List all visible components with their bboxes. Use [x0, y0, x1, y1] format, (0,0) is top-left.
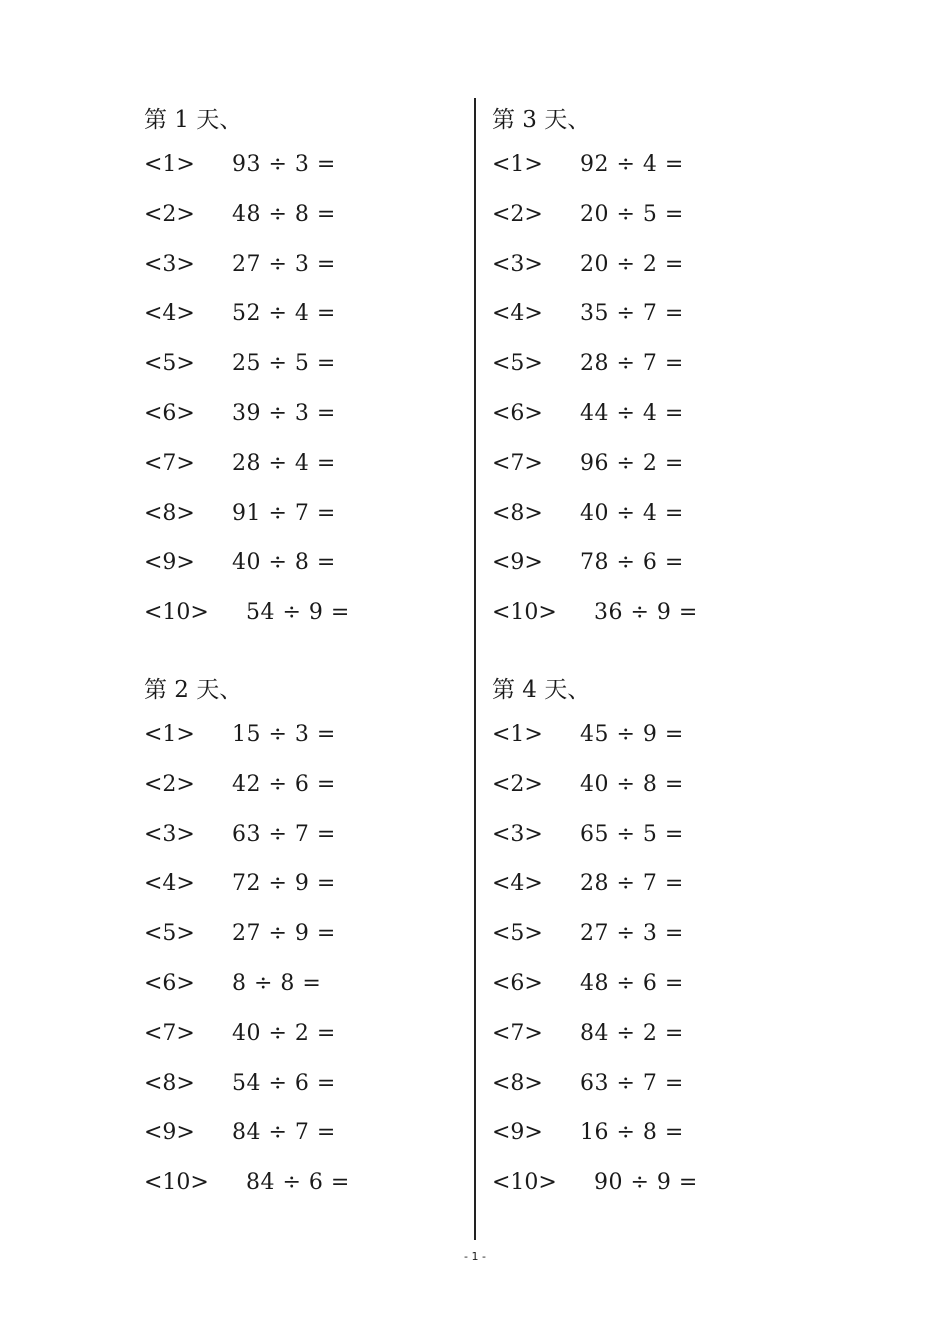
- problem-expression: 45 ÷ 9 =: [580, 722, 684, 747]
- problem-row: [492, 339, 822, 389]
- problem-row: [144, 190, 474, 240]
- problem-expression: 20 ÷ 5 =: [580, 201, 684, 227]
- problem-row: [144, 289, 474, 339]
- problem-number: <2>: [492, 201, 543, 227]
- problem-expression: 63 ÷ 7 =: [580, 1070, 684, 1096]
- problem-number: <5>: [144, 351, 195, 377]
- problem-row: [144, 240, 474, 290]
- problem-row: [144, 959, 474, 1009]
- problem-row: [144, 1108, 474, 1158]
- problem-number: <4>: [144, 301, 195, 327]
- problem-expression: 39 ÷ 3 =: [232, 400, 336, 426]
- problem-row: [492, 190, 822, 240]
- problem-number: <4>: [492, 301, 543, 327]
- problem-number: <10>: [492, 600, 557, 626]
- problem-number: <7>: [492, 1020, 543, 1046]
- problem-expression: 48 ÷ 8 =: [232, 201, 336, 227]
- problem-row: [144, 1158, 474, 1208]
- problem-row: [144, 439, 474, 489]
- problem-expression: 15 ÷ 3 =: [232, 722, 336, 747]
- problem-expression: 78 ÷ 6 =: [580, 550, 684, 576]
- problem-number: <2>: [144, 201, 195, 227]
- problem-number: <1>: [492, 152, 543, 177]
- problem-row: [144, 810, 474, 860]
- problem-row: [492, 1158, 822, 1208]
- problem-row: [492, 1108, 822, 1158]
- problem-expression: 28 ÷ 4 =: [232, 450, 336, 476]
- problem-expression: 84 ÷ 2 =: [580, 1020, 684, 1046]
- problem-row: [144, 140, 474, 190]
- problem-expression: 35 ÷ 7 =: [580, 301, 684, 327]
- problem-row: [492, 489, 822, 539]
- problem-row: [492, 859, 822, 909]
- problem-expression: 20 ÷ 2 =: [580, 251, 684, 277]
- problem-number: <5>: [492, 921, 543, 947]
- problem-expression: 16 ÷ 8 =: [580, 1120, 684, 1146]
- problem-number: <2>: [492, 771, 543, 797]
- problem-row: [144, 339, 474, 389]
- problem-row: [492, 439, 822, 489]
- day-4-title: 第 4 天、: [492, 677, 591, 703]
- problem-row: [492, 140, 822, 190]
- problem-number: <6>: [492, 970, 543, 996]
- day-2-section: [144, 670, 474, 1208]
- problem-row: [144, 909, 474, 959]
- problem-row: [492, 538, 822, 588]
- problem-expression: 40 ÷ 8 =: [580, 771, 684, 797]
- problem-expression: 27 ÷ 3 =: [580, 921, 684, 947]
- problem-row: [144, 760, 474, 810]
- problem-row: [492, 289, 822, 339]
- problem-number: <1>: [492, 722, 543, 747]
- problem-expression: 72 ÷ 9 =: [232, 871, 336, 897]
- day-4-section: [492, 670, 822, 1208]
- problem-number: <5>: [144, 921, 195, 947]
- problem-row: [492, 1059, 822, 1109]
- day-2-title: 第 2 天、: [144, 677, 243, 703]
- day-1-title: 第 1 天、: [144, 107, 243, 133]
- problem-number: <6>: [144, 970, 195, 996]
- problem-row: [492, 240, 822, 290]
- problem-number: <3>: [144, 821, 195, 847]
- problem-expression: 25 ÷ 5 =: [232, 351, 336, 377]
- problem-expression: 40 ÷ 4 =: [580, 500, 684, 526]
- problem-number: <7>: [144, 450, 195, 476]
- problem-expression: 36 ÷ 9 =: [594, 600, 698, 626]
- problem-number: <3>: [492, 821, 543, 847]
- day-3-title: 第 3 天、: [492, 107, 591, 133]
- problem-expression: 8 ÷ 8 =: [232, 970, 322, 996]
- problem-row: [492, 810, 822, 860]
- problem-expression: 27 ÷ 3 =: [232, 251, 336, 277]
- column-divider: [474, 98, 476, 1240]
- problem-number: <2>: [144, 771, 195, 797]
- problem-row: [492, 588, 822, 638]
- problem-number: <8>: [492, 500, 543, 526]
- problem-number: <10>: [144, 1170, 209, 1196]
- problem-row: [144, 538, 474, 588]
- day-1-section: [144, 100, 474, 638]
- problem-number: <3>: [492, 251, 543, 277]
- problem-expression: 44 ÷ 4 =: [580, 400, 684, 426]
- problem-expression: 65 ÷ 5 =: [580, 821, 684, 847]
- problem-expression: 96 ÷ 2 =: [580, 450, 684, 476]
- problem-expression: 28 ÷ 7 =: [580, 871, 684, 897]
- problem-expression: 91 ÷ 7 =: [232, 500, 336, 526]
- problem-row: [144, 489, 474, 539]
- problem-number: <10>: [492, 1170, 557, 1196]
- problem-row: [144, 588, 474, 638]
- problem-expression: 48 ÷ 6 =: [580, 970, 684, 996]
- problem-row: [492, 389, 822, 439]
- problem-row: [492, 909, 822, 959]
- problem-expression: 40 ÷ 2 =: [232, 1020, 336, 1046]
- problem-number: <10>: [144, 600, 209, 626]
- problem-expression: 92 ÷ 4 =: [580, 152, 684, 177]
- problem-row: [492, 1009, 822, 1059]
- problem-expression: 52 ÷ 4 =: [232, 301, 336, 327]
- problem-row: [492, 959, 822, 1009]
- problem-row: [492, 760, 822, 810]
- problem-row: [492, 710, 822, 760]
- problem-number: <1>: [144, 152, 195, 177]
- problem-row: [144, 710, 474, 760]
- problem-expression: 63 ÷ 7 =: [232, 821, 336, 847]
- problem-expression: 27 ÷ 9 =: [232, 921, 336, 947]
- problem-expression: 28 ÷ 7 =: [580, 351, 684, 377]
- problem-number: <5>: [492, 351, 543, 377]
- problem-number: <6>: [144, 400, 195, 426]
- problem-number: <9>: [492, 550, 543, 576]
- problem-expression: 42 ÷ 6 =: [232, 771, 336, 797]
- problem-number: <6>: [492, 400, 543, 426]
- problem-expression: 84 ÷ 6 =: [246, 1170, 350, 1196]
- problem-number: <8>: [492, 1070, 543, 1096]
- problem-number: <9>: [144, 1120, 195, 1146]
- problem-number: <4>: [144, 871, 195, 897]
- problem-expression: 93 ÷ 3 =: [232, 152, 336, 177]
- problem-row: [144, 859, 474, 909]
- problem-expression: 40 ÷ 8 =: [232, 550, 336, 576]
- problem-number: <9>: [144, 550, 195, 576]
- problem-number: <7>: [144, 1020, 195, 1046]
- problem-expression: 84 ÷ 7 =: [232, 1120, 336, 1146]
- problem-number: <4>: [492, 871, 543, 897]
- problem-row: [144, 1009, 474, 1059]
- problem-expression: 90 ÷ 9 =: [594, 1170, 698, 1196]
- problem-expression: 54 ÷ 6 =: [232, 1070, 336, 1096]
- problem-number: <3>: [144, 251, 195, 277]
- day-3-section: [492, 100, 822, 638]
- problem-number: <1>: [144, 722, 195, 747]
- page-number: - 1 -: [464, 1250, 486, 1263]
- problem-number: <9>: [492, 1120, 543, 1146]
- problem-expression: 54 ÷ 9 =: [246, 600, 350, 626]
- problem-number: <8>: [144, 500, 195, 526]
- problem-number: <8>: [144, 1070, 195, 1096]
- problem-row: [144, 389, 474, 439]
- problem-row: [144, 1059, 474, 1109]
- problem-number: <7>: [492, 450, 543, 476]
